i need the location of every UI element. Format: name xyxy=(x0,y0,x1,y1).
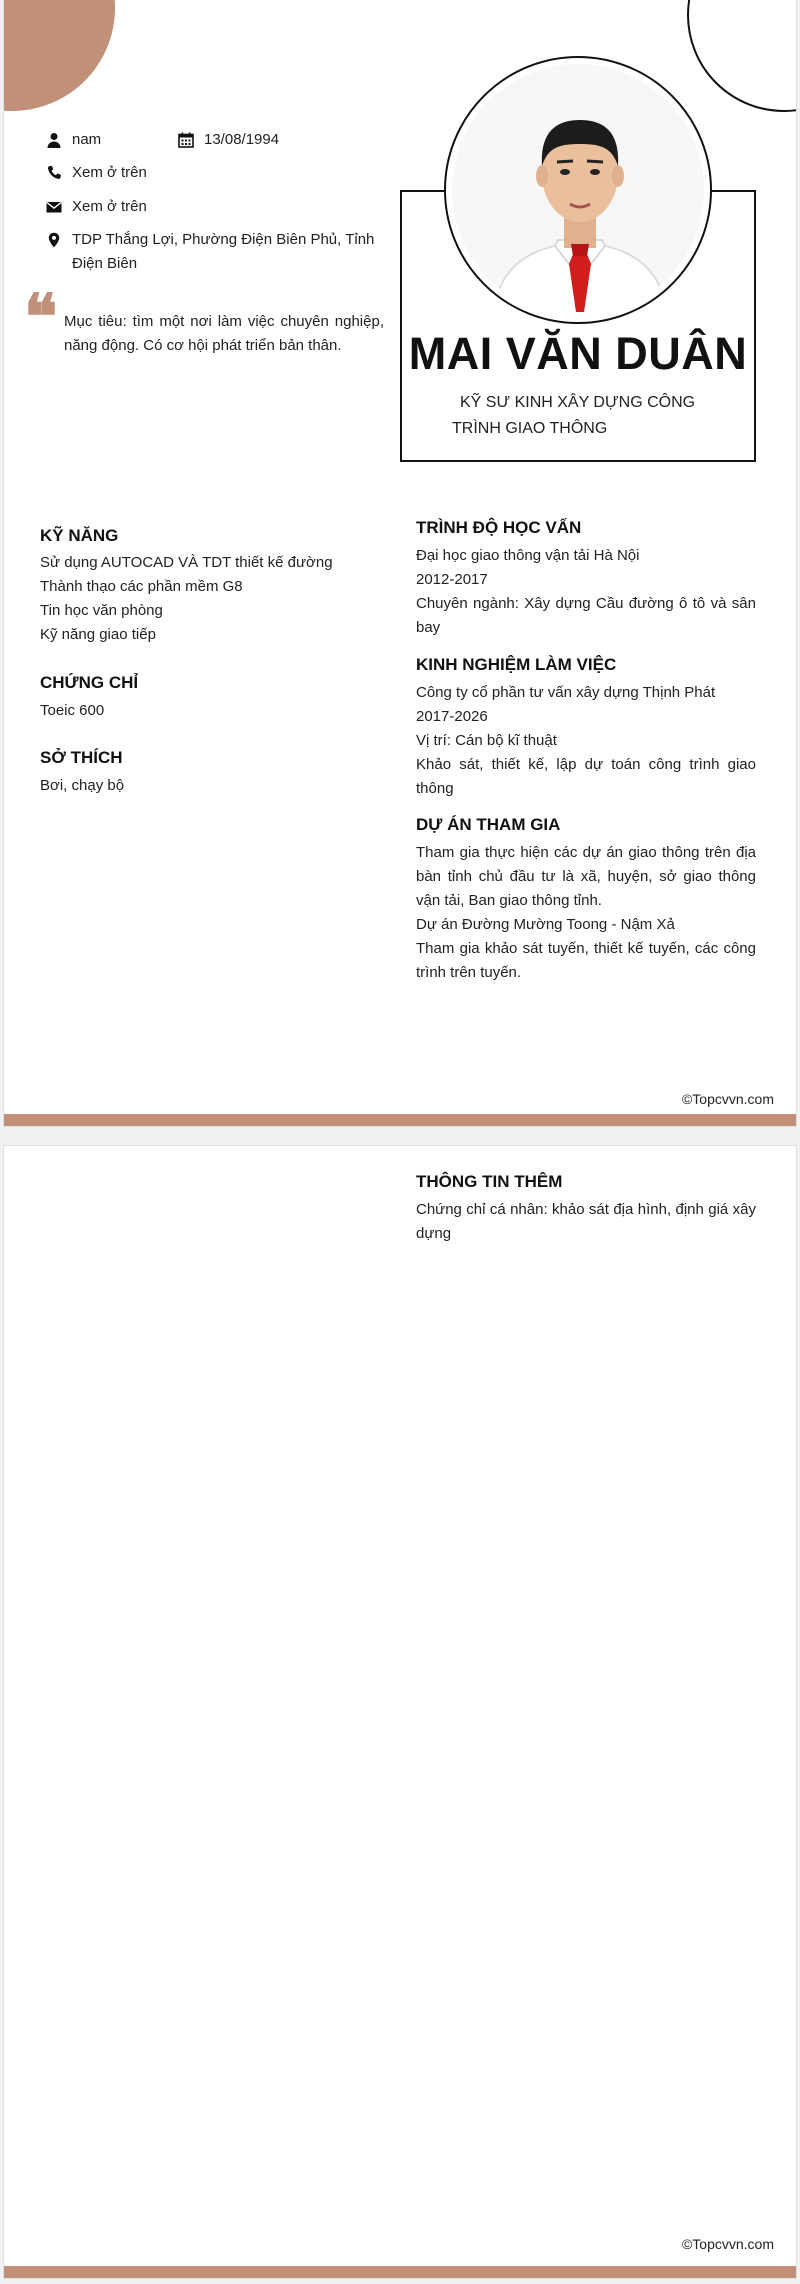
education-years: 2012-2017 xyxy=(416,571,488,588)
projects-intro: Tham gia thực hiện các dự án giao thông trên địa bàn tỉnh chủ đầu tư là xã, huyện, sở giao thông vận tải, Ban giao thông tỉnh. xyxy=(416,844,756,909)
education-content xyxy=(416,544,756,640)
experience-heading: KINH NGHIỆM LÀM VIỆC xyxy=(416,655,617,674)
quote-icon: ❝ xyxy=(24,280,58,353)
education-school: Đại học giao thông vận tải Hà Nội xyxy=(416,547,640,564)
skill-item: Kỹ năng giao tiếp xyxy=(40,626,156,643)
job-title-line-2: TRÌNH GIAO THÔNG xyxy=(452,420,608,437)
phone-row xyxy=(44,161,147,185)
certificates-list xyxy=(40,699,380,723)
avatar xyxy=(444,56,712,324)
cv-page-1 xyxy=(4,0,796,1126)
project-description: Tham gia khảo sát tuyến, thiết kế tuyến, các công trình trên tuyến. xyxy=(416,940,756,981)
certificate-item: Toeic 600 xyxy=(40,702,105,719)
hobbies-heading: SỞ THÍCH xyxy=(40,748,123,767)
experience-content xyxy=(416,681,756,801)
education-major: Chuyên ngành: Xây dựng Cầu đường ô tô và sân bay xyxy=(416,595,756,636)
portrait-illustration xyxy=(452,64,704,316)
decorative-ring-top-right xyxy=(687,0,796,112)
certificates-heading: CHỨNG CHỈ xyxy=(40,673,139,692)
hobby-item: Bơi, chạy bộ xyxy=(40,777,125,794)
experience-company: Công ty cổ phần tư vấn xây dựng Thịnh Phát xyxy=(416,684,716,701)
phone-value: Xem ở trên xyxy=(72,164,147,181)
copyright: ©Topcvvn.com xyxy=(681,1091,774,1107)
hobbies-list xyxy=(40,774,380,798)
skill-item: Tin học văn phòng xyxy=(40,602,163,619)
full-name: MAI VĂN DUÂN xyxy=(408,328,748,379)
additional-info-heading: THÔNG TIN THÊM xyxy=(416,1172,563,1191)
job-title-line-1: KỸ SƯ KINH XÂY DỰNG CÔNG xyxy=(460,394,696,411)
email-row xyxy=(44,195,147,219)
footer-accent-bar xyxy=(4,1114,796,1126)
project-name: Dự án Đường Mường Toong - Nậm Xả xyxy=(416,916,675,933)
career-objective: Mục tiêu: tìm một nơi làm việc chuyên nghiệp, năng động. Có cơ hội phát triển bản thân. xyxy=(64,313,384,354)
birthdate-row xyxy=(176,128,279,152)
decorative-circle-top-left xyxy=(4,0,115,111)
location-pin-icon xyxy=(44,228,64,252)
birthdate-value: 13/08/1994 xyxy=(204,131,280,148)
avatar-photo xyxy=(452,64,704,316)
projects-heading: DỰ ÁN THAM GIA xyxy=(416,815,561,834)
education-heading: TRÌNH ĐỘ HỌC VẤN xyxy=(416,518,582,537)
additional-info-text: Chứng chỉ cá nhân: khảo sát địa hình, định giá xây dựng xyxy=(416,1201,756,1242)
copyright: ©Topcvvn.com xyxy=(681,2236,774,2252)
skills-heading: KỸ NĂNG xyxy=(40,526,119,545)
phone-icon xyxy=(44,161,64,185)
experience-description: Khảo sát, thiết kế, lập dự toán công trình giao thông xyxy=(416,756,756,797)
envelope-icon xyxy=(44,195,64,219)
footer-accent-bar xyxy=(4,2266,796,2278)
gender-value: nam xyxy=(72,131,102,148)
person-icon xyxy=(44,128,64,152)
address-value: TDP Thắng Lợi, Phường Điện Biên Phủ, Tỉnh Điện Biên xyxy=(72,231,375,272)
skill-item: Thành thạo các phần mềm G8 xyxy=(40,578,243,595)
job-title xyxy=(452,390,702,442)
projects-content xyxy=(416,841,756,985)
additional-info-content xyxy=(416,1198,756,1246)
skills-list xyxy=(40,551,380,647)
skill-item: Sử dụng AUTOCAD VÀ TDT thiết kế đường xyxy=(40,554,333,571)
email-value: Xem ở trên xyxy=(72,198,147,215)
cv-page-2 xyxy=(4,1146,796,2278)
calendar-icon xyxy=(176,128,196,152)
experience-position: Vị trí: Cán bộ kĩ thuật xyxy=(416,732,557,749)
experience-years: 2017-2026 xyxy=(416,708,488,725)
gender-row xyxy=(44,128,101,152)
address-row xyxy=(44,228,384,276)
